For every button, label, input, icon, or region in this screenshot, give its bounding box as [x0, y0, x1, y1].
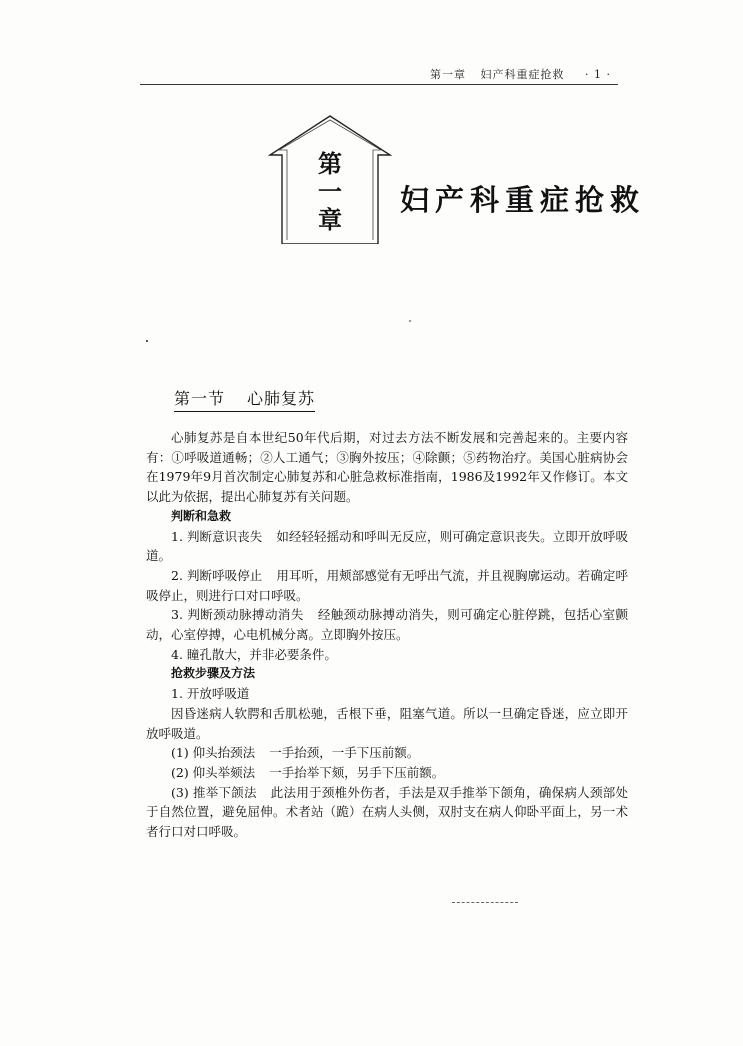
chapter-char-1: 第	[318, 150, 342, 178]
item-term: 4. 瞳孔散大，并非必要条件。	[171, 646, 337, 662]
diagnosis-item	[146, 527, 628, 566]
page-number: · 1 ·	[585, 68, 611, 81]
rescue-subheading: 1. 开放呼吸道	[171, 686, 250, 702]
chapter-number-vertical	[313, 150, 347, 234]
method-term: (1) 仰头抬颈法	[171, 745, 256, 761]
subheading-rescue: 抢救步骤及方法	[171, 666, 256, 681]
method-term: (3) 推举下颌法	[171, 784, 257, 800]
item-text: 用耳听，用颊部感觉有无呼出气流，并且视胸廓运动。若确定呼吸停止，则进行口对口呼吸。	[146, 567, 628, 603]
section-name: 心肺复苏	[247, 389, 316, 408]
method-item	[146, 763, 628, 783]
chapter-title: 妇产科重症抢救	[400, 183, 646, 217]
item-text: 如经轻轻摇动和呼叫无反应，则可确定意识丧失。立即开放呼吸道。	[146, 528, 628, 564]
chapter-char-3: 章	[318, 206, 342, 234]
section-number: 第一节	[174, 389, 226, 408]
intro-paragraph: 心肺复苏是自本世纪50年代后期，对过去方法不断发展和完善起来的。主要内容有：①呼吸道通畅；②人工通气；③胸外按压；④除颤；⑤药物治疗。美国心脏病协会在1979年9月首次制定心肺复苏和心脏急救标准指南，1986及1992年又作修订。本文以此为依据，提出心肺复苏有关问题。	[146, 430, 628, 505]
method-item	[146, 743, 628, 763]
running-header-chapter: 第一章	[430, 68, 466, 81]
stray-mark	[409, 320, 411, 322]
method-text: 一手抬颈，一手下压前额。	[269, 745, 420, 761]
method-text: 此法用于颈椎外伤者，手法是双手推举下颌角，确保病人颈部处于自然位置，避免屈伸。术者站（跪）在病人头侧，双肘支在病人仰卧平面上，另一术者行口对口呼吸。	[146, 784, 628, 840]
diagnosis-item	[146, 566, 628, 605]
item-term: 2. 判断呼吸停止	[171, 567, 263, 583]
item-text: 经触颈动脉搏动消失，则可确定心脏停跳，包括心室颤动，心室停搏，心电机械分离。立即胸外按压。	[146, 607, 628, 643]
item-term: 3. 判断颈动脉搏动消失	[171, 607, 304, 623]
running-header-title: 妇产科重症抢救	[480, 68, 565, 81]
footer-mark	[452, 902, 518, 906]
diagnosis-item	[146, 605, 628, 644]
rescue-paragraph: 因昏迷病人软腭和舌肌松驰，舌根下垂，阻塞气道。所以一旦确定昏迷，应立即开放呼吸道。	[146, 705, 628, 741]
method-text: 一手抬举下颏，另手下压前额。	[269, 764, 445, 780]
body-text	[146, 428, 628, 842]
section-title	[174, 386, 315, 412]
diagnosis-item	[146, 645, 628, 665]
header-rule	[140, 84, 618, 85]
method-item	[146, 783, 628, 842]
method-term: (2) 仰头举颏法	[171, 764, 256, 780]
subheading-diagnosis: 判断和急救	[171, 508, 232, 523]
item-term: 1. 判断意识丧失	[171, 528, 263, 544]
stray-mark	[146, 340, 148, 342]
running-header	[430, 66, 611, 82]
chapter-char-2: 一	[318, 178, 342, 206]
